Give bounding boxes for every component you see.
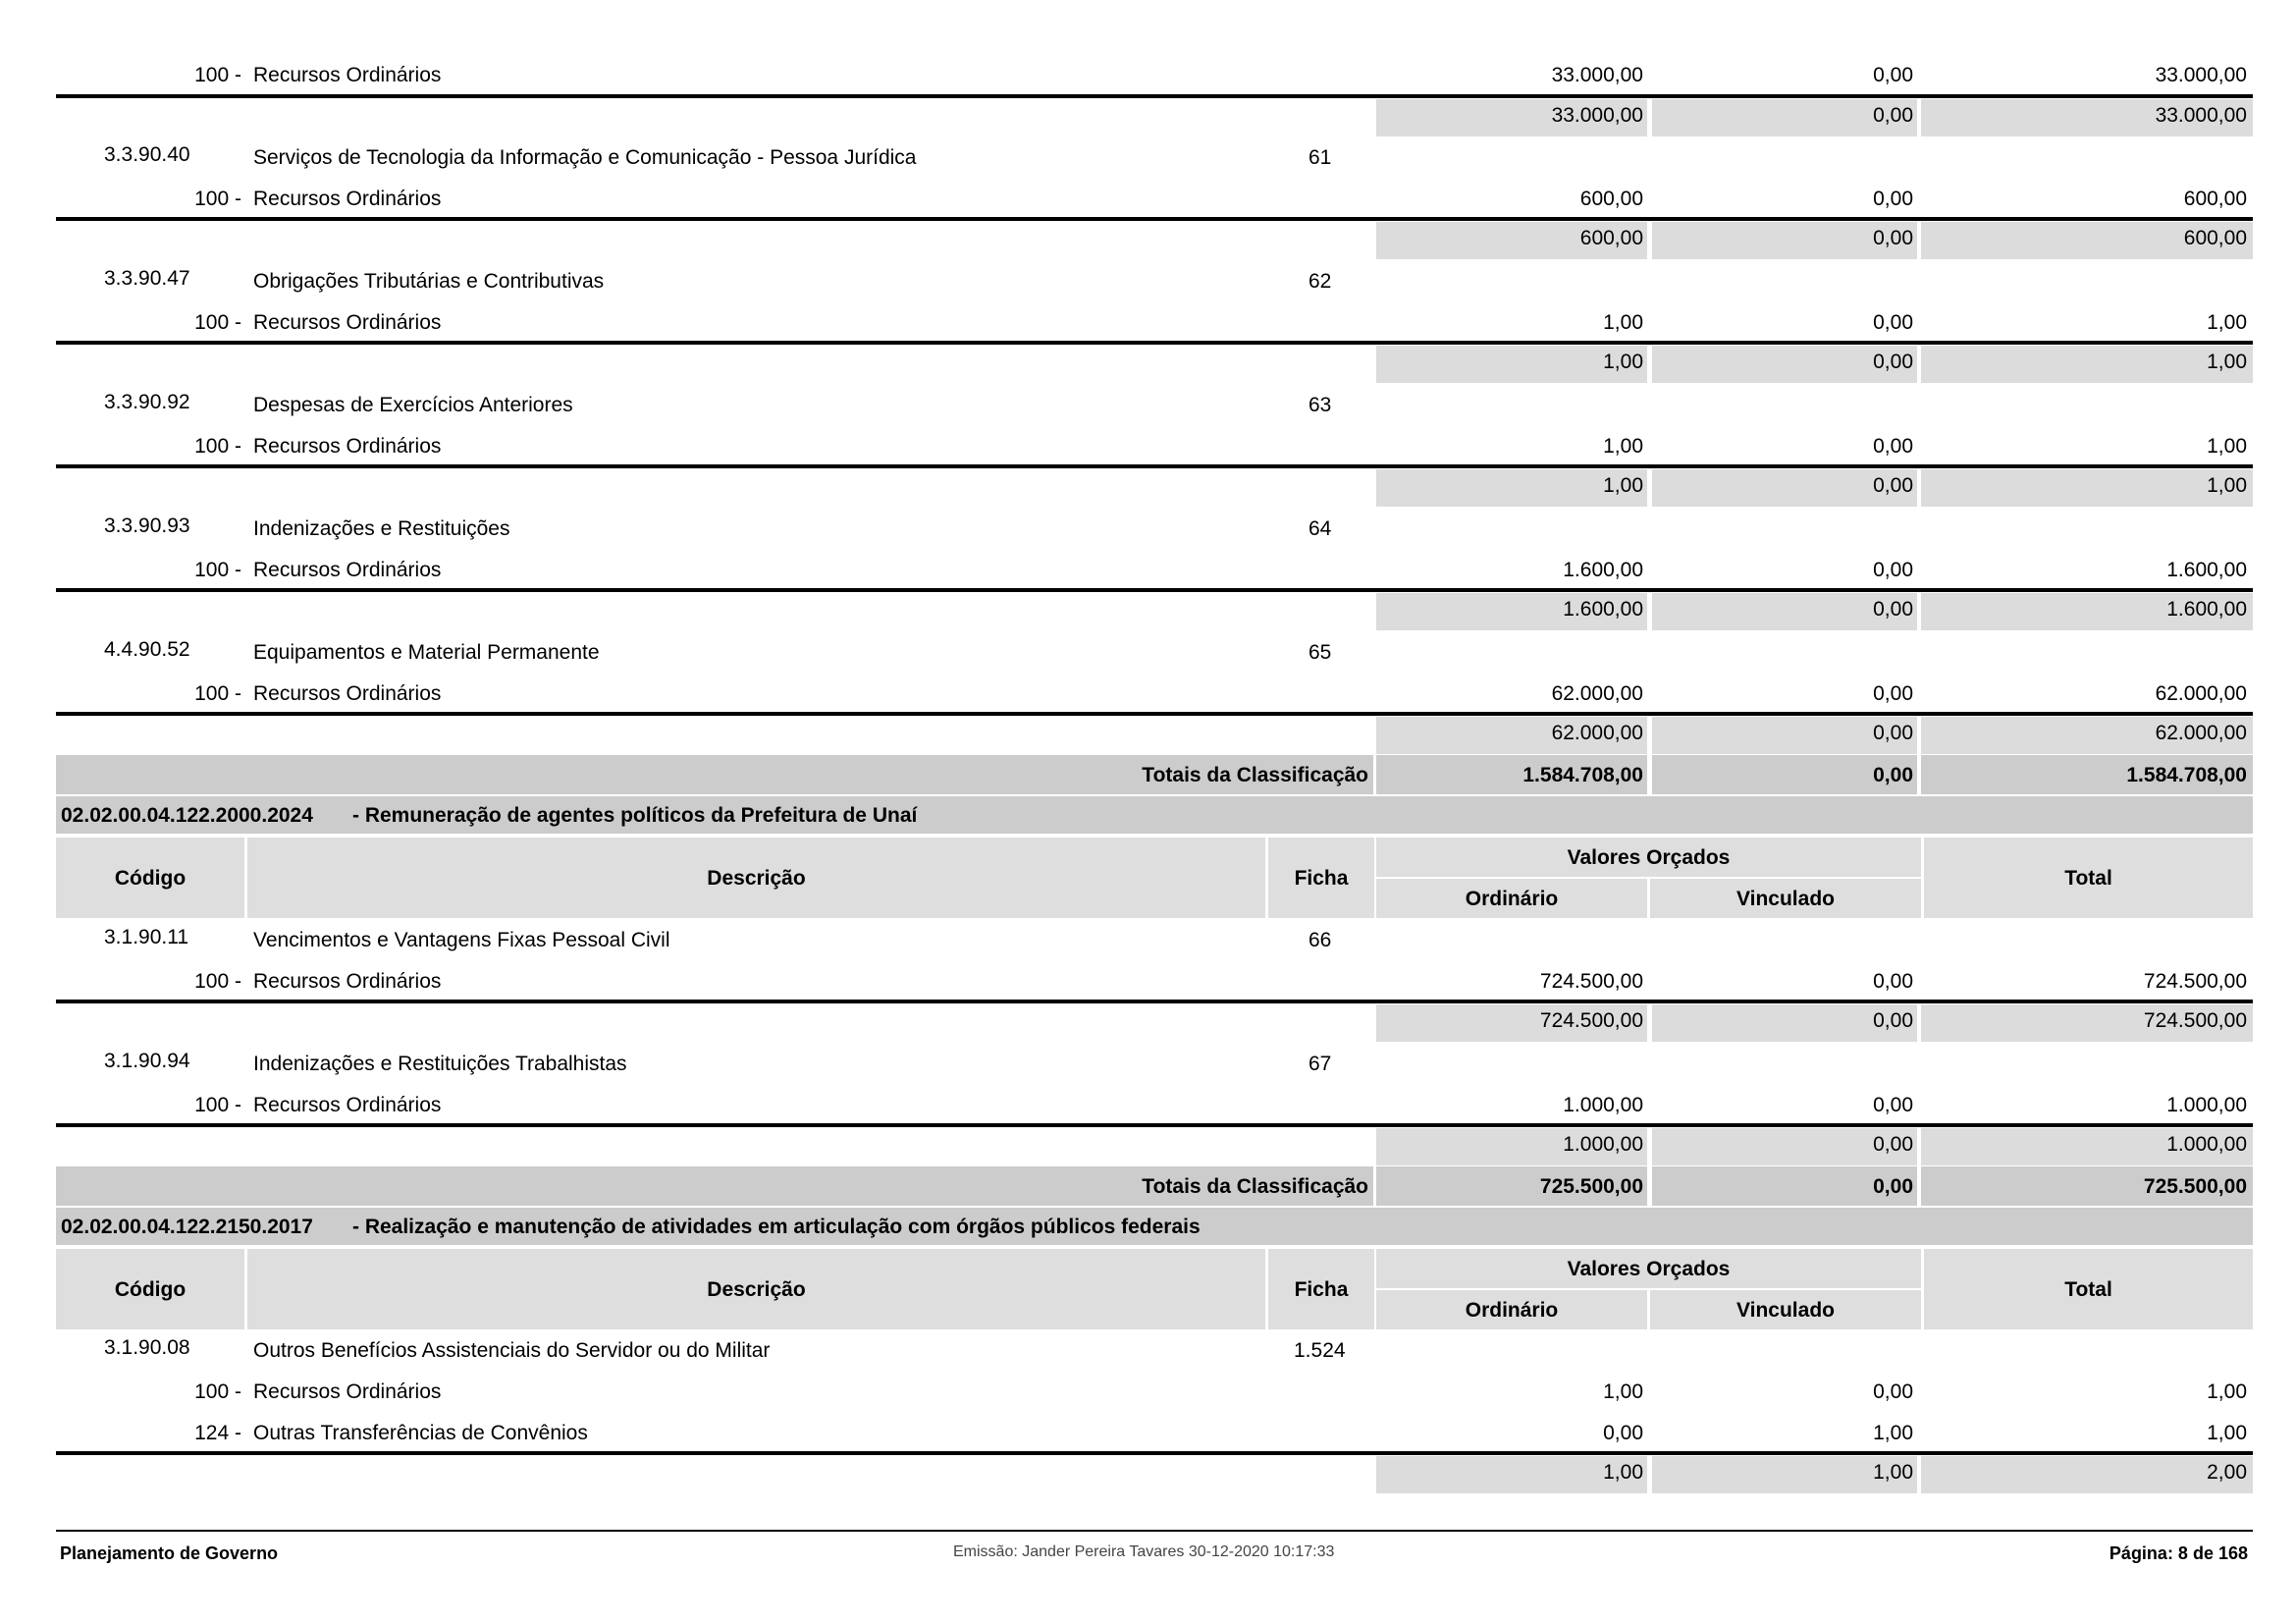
value-vinculado: 0,00 (1873, 682, 1913, 705)
section-title: - Realização e manutenção de atividades em articulação com órgãos públicos federais (352, 1216, 1201, 1238)
fonte-code: 100 - (194, 682, 241, 705)
header-vinculado: Vinculado (1736, 1299, 1835, 1322)
totals-ordinario: 725.500,00 (1539, 1175, 1643, 1198)
item-code: 3.1.90.11 (104, 926, 189, 948)
totals-label: Totais da Classificação (1142, 764, 1368, 786)
value-vinculado: 0,00 (1873, 64, 1913, 86)
item-description: Serviços de Tecnologia da Informação e Comunicação - Pessoa Jurídica (253, 146, 917, 169)
fonte-description: Recursos Ordinários (253, 1094, 442, 1116)
totals-vinculado: 0,00 (1873, 1175, 1913, 1198)
item-ficha: 1.524 (1294, 1339, 1346, 1362)
fonte-code: 100 - (194, 188, 241, 210)
fonte-description: Recursos Ordinários (253, 1380, 442, 1403)
value-total: 62.000,00 (2155, 682, 2247, 705)
value-ordinario: 0,00 (1603, 1422, 1643, 1444)
item-ficha: 61 (1308, 146, 1332, 169)
value-ordinario: 724.500,00 (1539, 970, 1643, 993)
fonte-code: 100 - (194, 311, 241, 334)
section-code: 02.02.00.04.122.2150.2017 (61, 1216, 313, 1238)
item-ficha: 63 (1308, 394, 1332, 416)
subtotal-total: 724.500,00 (2143, 1009, 2247, 1032)
item-description: Indenizações e Restituições Trabalhistas (253, 1053, 627, 1075)
item-code: 3.3.90.93 (104, 514, 190, 537)
fonte-description: Recursos Ordinários (253, 188, 442, 210)
subtotal-total: 1,00 (2207, 474, 2247, 497)
fonte-code: 100 - (194, 1380, 241, 1403)
fonte-description: Outras Transferências de Convênios (253, 1422, 588, 1444)
subtotal-vinculado: 0,00 (1873, 1133, 1913, 1156)
fonte-code: 100 - (194, 435, 241, 458)
value-ordinario: 600,00 (1579, 188, 1643, 210)
item-ficha: 64 (1308, 517, 1332, 540)
value-total: 1.000,00 (2166, 1094, 2247, 1116)
value-ordinario: 1.600,00 (1563, 559, 1643, 581)
value-ordinario: 33.000,00 (1551, 64, 1643, 86)
totals-total: 1.584.708,00 (2126, 764, 2247, 786)
header-descricao: Descrição (707, 1278, 806, 1301)
header-ficha: Ficha (1294, 1278, 1349, 1301)
subtotal-vinculado: 0,00 (1873, 227, 1913, 249)
totals-label: Totais da Classificação (1142, 1175, 1368, 1198)
value-total: 33.000,00 (2155, 64, 2247, 86)
subtotal-total: 1.600,00 (2166, 598, 2247, 621)
subtotal-vinculado: 0,00 (1873, 1009, 1913, 1032)
section-header (56, 1208, 2253, 1245)
value-vinculado: 0,00 (1873, 970, 1913, 993)
fonte-description: Recursos Ordinários (253, 682, 442, 705)
fonte-code: 100 - (194, 1094, 241, 1116)
fonte-description: Recursos Ordinários (253, 311, 442, 334)
subtotal-total: 1.000,00 (2166, 1133, 2247, 1156)
separator-rule (56, 217, 2253, 221)
value-total: 600,00 (2183, 188, 2247, 210)
value-total: 1,00 (2207, 435, 2247, 458)
header-codigo: Código (114, 867, 187, 890)
fonte-code: 100 - (194, 559, 241, 581)
fonte-code: 124 - (194, 1422, 241, 1444)
value-vinculado: 1,00 (1873, 1422, 1913, 1444)
item-ficha: 65 (1308, 641, 1332, 664)
item-description: Outros Benefícios Assistenciais do Servidor ou do Militar (253, 1339, 771, 1362)
value-vinculado: 0,00 (1873, 311, 1913, 334)
fonte-description: Recursos Ordinários (253, 559, 442, 581)
item-code: 3.3.90.47 (104, 267, 190, 290)
separator-rule (56, 1123, 2253, 1127)
header-ficha: Ficha (1294, 867, 1349, 890)
subtotal-ordinario: 1.000,00 (1563, 1133, 1643, 1156)
value-ordinario: 1,00 (1603, 311, 1643, 334)
totals-ordinario: 1.584.708,00 (1522, 764, 1643, 786)
separator-rule (56, 588, 2253, 592)
subtotal-ordinario: 1.600,00 (1563, 598, 1643, 621)
item-code: 4.4.90.52 (104, 638, 190, 661)
subtotal-vinculado: 0,00 (1873, 351, 1913, 373)
value-vinculado: 0,00 (1873, 188, 1913, 210)
value-ordinario: 1,00 (1603, 435, 1643, 458)
totals-vinculado: 0,00 (1873, 764, 1913, 786)
subtotal-ordinario: 33.000,00 (1551, 104, 1643, 127)
subtotal-ordinario: 1,00 (1603, 1461, 1643, 1484)
footer-page-number: Página: 8 de 168 (2109, 1543, 2248, 1563)
subtotal-vinculado: 1,00 (1873, 1461, 1913, 1484)
value-ordinario: 1,00 (1603, 1380, 1643, 1403)
separator-rule (56, 712, 2253, 716)
item-code: 3.3.90.40 (104, 143, 190, 166)
separator-rule (56, 341, 2253, 345)
subtotal-ordinario: 724.500,00 (1539, 1009, 1643, 1032)
footer-left: Planejamento de Governo (60, 1543, 279, 1563)
header-total: Total (2064, 867, 2112, 890)
subtotal-ordinario: 62.000,00 (1551, 722, 1643, 744)
value-vinculado: 0,00 (1873, 1094, 1913, 1116)
value-total: 1.600,00 (2166, 559, 2247, 581)
item-description: Despesas de Exercícios Anteriores (253, 394, 573, 416)
item-description: Obrigações Tributárias e Contributivas (253, 270, 605, 293)
value-total: 724.500,00 (2143, 970, 2247, 993)
subtotal-vinculado: 0,00 (1873, 722, 1913, 744)
fonte-description: Recursos Ordinários (253, 970, 442, 993)
item-description: Equipamentos e Material Permanente (253, 641, 600, 664)
item-code: 3.1.90.08 (104, 1336, 190, 1359)
header-ordinario: Ordinário (1465, 1299, 1559, 1322)
fonte-description: Recursos Ordinários (253, 64, 442, 86)
value-ordinario: 1.000,00 (1563, 1094, 1643, 1116)
subtotal-total: 2,00 (2207, 1461, 2247, 1484)
fonte-description: Recursos Ordinários (253, 435, 442, 458)
header-total: Total (2064, 1278, 2112, 1301)
separator-rule (56, 1000, 2253, 1003)
header-vinculado: Vinculado (1736, 888, 1835, 910)
header-codigo: Código (114, 1278, 187, 1301)
item-description: Indenizações e Restituições (253, 517, 510, 540)
subtotal-ordinario: 1,00 (1603, 351, 1643, 373)
separator-rule (56, 1451, 2253, 1455)
value-vinculado: 0,00 (1873, 1380, 1913, 1403)
section-title: - Remuneração de agentes políticos da Prefeitura de Unaí (352, 804, 918, 827)
totals-total: 725.500,00 (2143, 1175, 2247, 1198)
separator-rule (56, 94, 2253, 98)
header-valores-orcados: Valores Orçados (1567, 1258, 1731, 1280)
item-ficha: 62 (1308, 270, 1332, 293)
subtotal-total: 62.000,00 (2155, 722, 2247, 744)
subtotal-total: 33.000,00 (2155, 104, 2247, 127)
item-code: 3.3.90.92 (104, 391, 190, 413)
header-ordinario: Ordinário (1465, 888, 1559, 910)
value-ordinario: 62.000,00 (1551, 682, 1643, 705)
subtotal-vinculado: 0,00 (1873, 104, 1913, 127)
subtotal-ordinario: 1,00 (1603, 474, 1643, 497)
item-ficha: 67 (1308, 1053, 1332, 1075)
separator-rule (56, 464, 2253, 468)
value-vinculado: 0,00 (1873, 559, 1913, 581)
item-ficha: 66 (1308, 929, 1332, 951)
subtotal-ordinario: 600,00 (1579, 227, 1643, 249)
section-code: 02.02.00.04.122.2000.2024 (61, 804, 313, 827)
value-total: 1,00 (2207, 1380, 2247, 1403)
footer-emission: Emissão: Jander Pereira Tavares 30-12-2020 10:17:33 (953, 1543, 1335, 1560)
subtotal-vinculado: 0,00 (1873, 598, 1913, 621)
item-description: Vencimentos e Vantagens Fixas Pessoal Civil (253, 929, 670, 951)
subtotal-total: 600,00 (2183, 227, 2247, 249)
fonte-code: 100 - (194, 64, 241, 86)
value-total: 1,00 (2207, 1422, 2247, 1444)
subtotal-vinculado: 0,00 (1873, 474, 1913, 497)
header-valores-orcados: Valores Orçados (1567, 846, 1731, 869)
fonte-code: 100 - (194, 970, 241, 993)
header-descricao: Descrição (707, 867, 806, 890)
subtotal-total: 1,00 (2207, 351, 2247, 373)
value-vinculado: 0,00 (1873, 435, 1913, 458)
item-code: 3.1.90.94 (104, 1050, 190, 1072)
value-total: 1,00 (2207, 311, 2247, 334)
footer-rule (56, 1530, 2253, 1532)
section-header (56, 796, 2253, 834)
